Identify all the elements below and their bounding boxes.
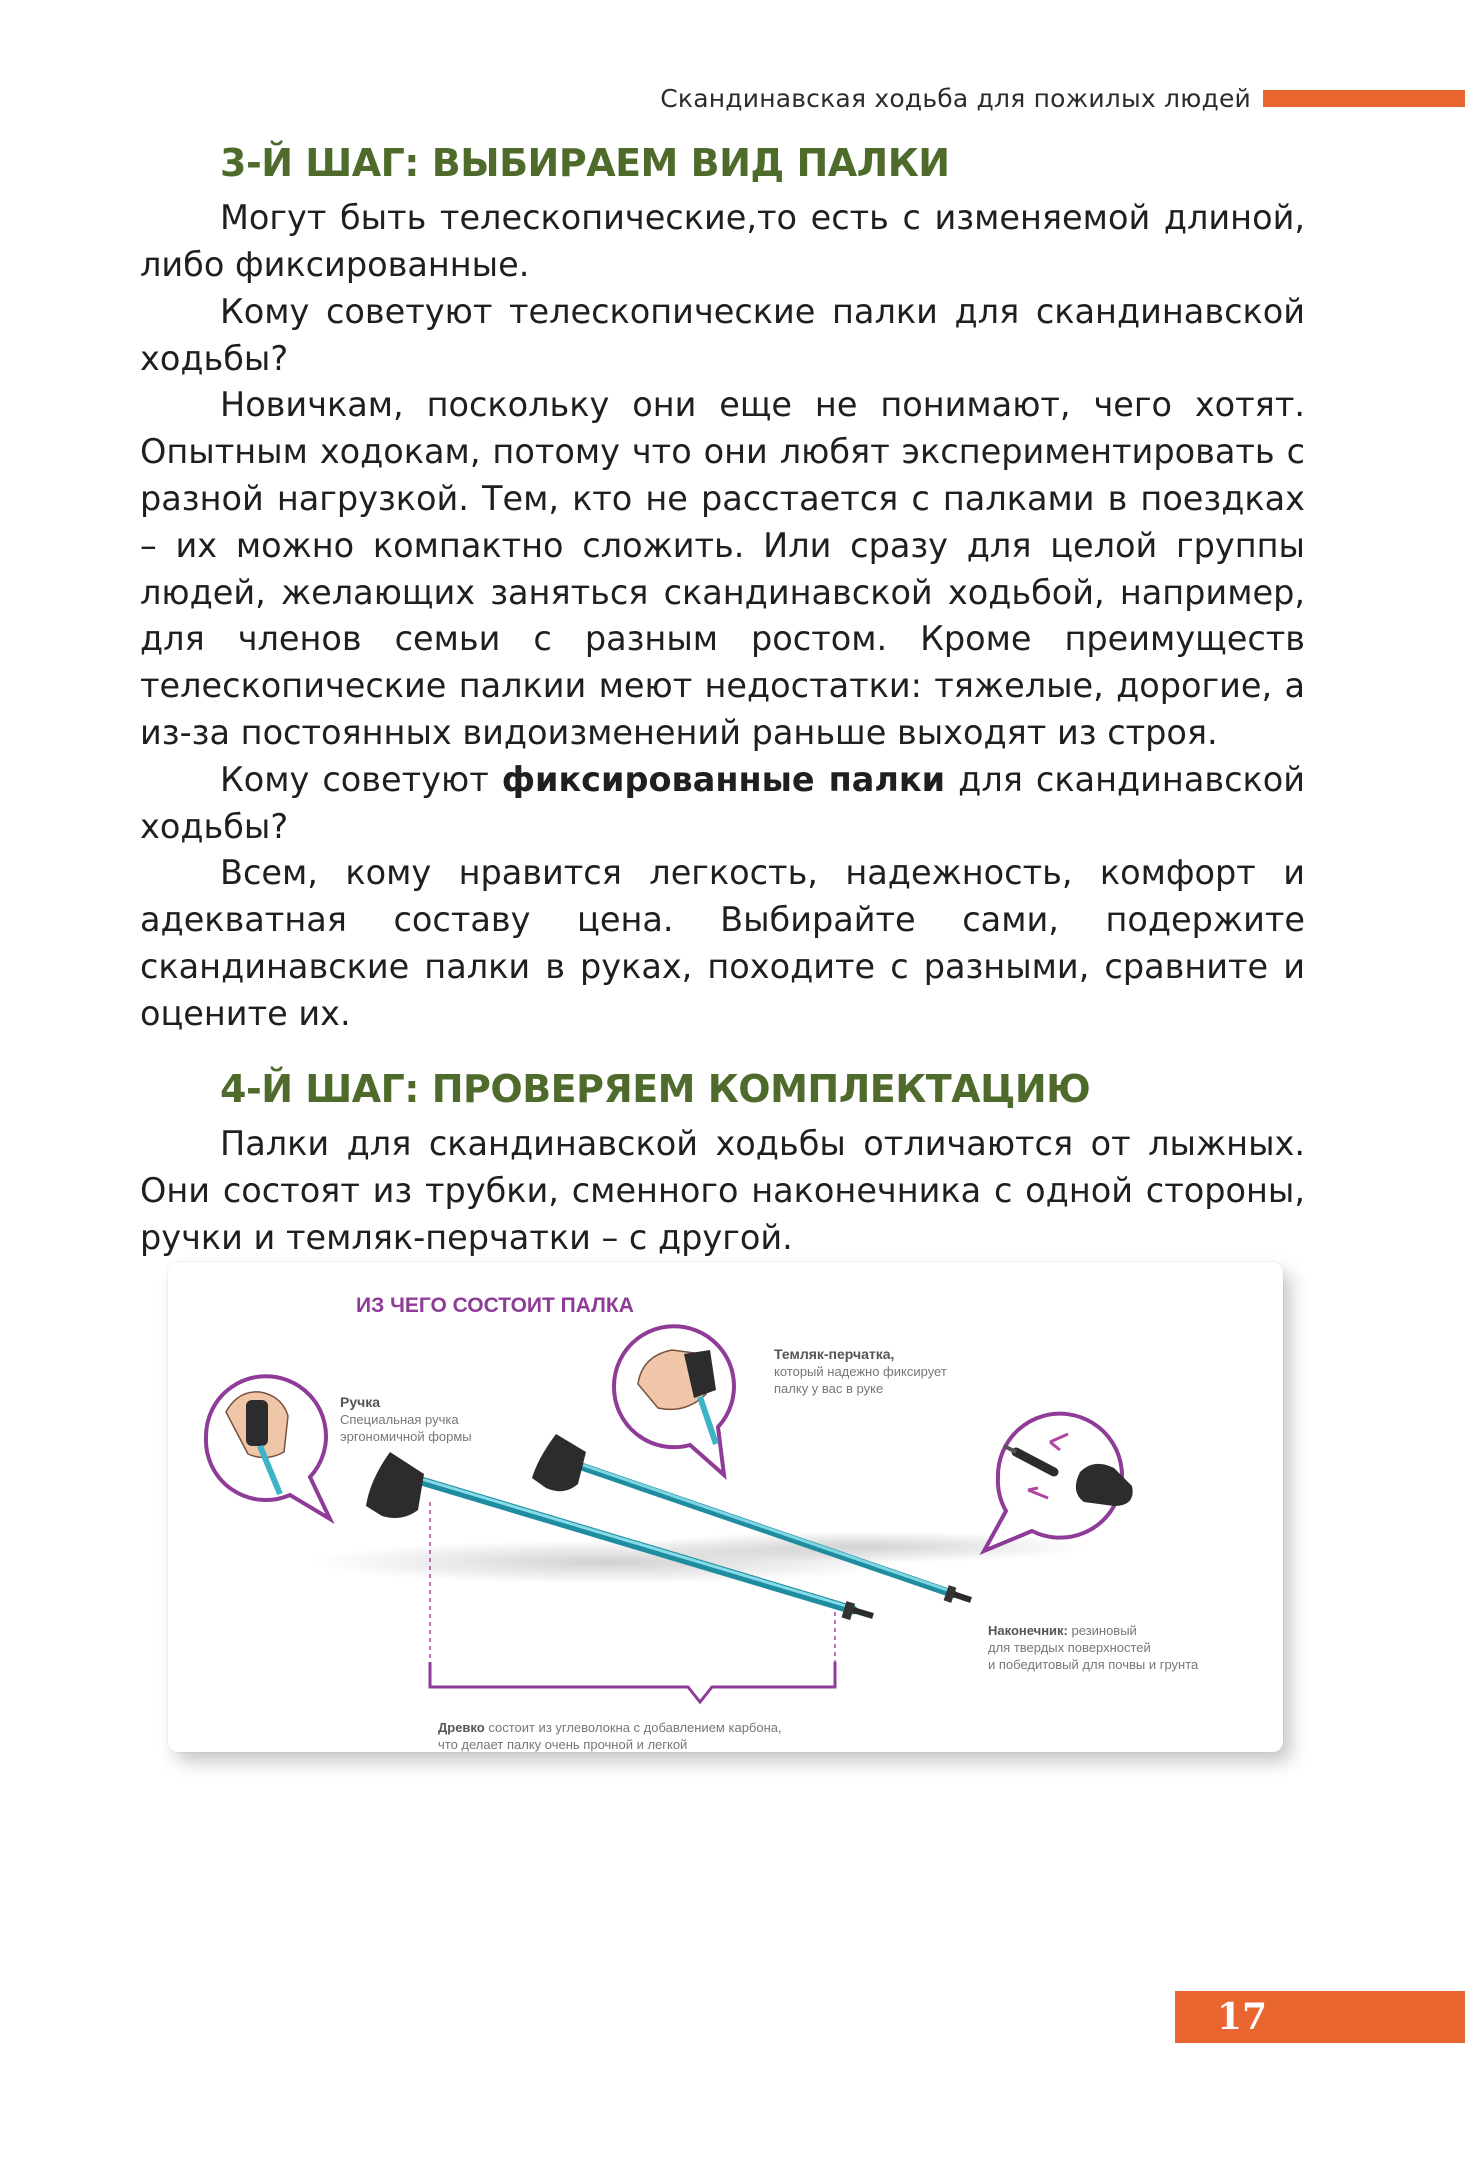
step3-title: 3-Й ШАГ: ВЫБИРАЕМ ВИД ПАЛКИ bbox=[220, 141, 950, 185]
handle-label-line1: Специальная ручка bbox=[340, 1412, 459, 1427]
header-accent-bar bbox=[1263, 90, 1465, 107]
page-number bbox=[1175, 1991, 1465, 2043]
tip-callout bbox=[984, 1414, 1133, 1551]
tip-label-title: Наконечник: bbox=[988, 1623, 1068, 1638]
step4-title: 4-Й ШАГ: ПРОВЕРЯЕМ КОМПЛЕКТАЦИЮ bbox=[220, 1066, 1091, 1111]
tip-label-line2: для твердых поверхностей bbox=[988, 1640, 1151, 1655]
running-header-title: Скандинавская ходьба для пожилых людей bbox=[660, 83, 1251, 113]
strap-callout bbox=[614, 1326, 734, 1475]
handle-label-title: Ручка bbox=[340, 1394, 381, 1410]
back-pole-handle bbox=[532, 1434, 586, 1491]
handle-label-line2: эргономичной формы bbox=[340, 1429, 472, 1444]
pole-parts-illustration bbox=[168, 1262, 1283, 1752]
step3-paragraph-5: Всем, кому нравится легкость, надежность, комфорт и адекватная составу цена. Выбирайте сами, подержите скандинавские палки в руках, походите с разными, сравните и оцените их. bbox=[140, 853, 1305, 1033]
page-number-text: 17 bbox=[1217, 1996, 1268, 2038]
p4-bold-text: фиксированные палки bbox=[501, 759, 946, 799]
step3-paragraph-4 bbox=[140, 757, 1305, 851]
shaft-bracket bbox=[430, 1662, 835, 1702]
handle-callout bbox=[206, 1376, 330, 1519]
strap-label-line2: палку у вас в руке bbox=[774, 1381, 884, 1396]
rubber-tip-icon bbox=[1076, 1464, 1133, 1506]
running-header bbox=[660, 78, 1465, 118]
p4-text-after: для скандинавской ходьбы? bbox=[140, 759, 1306, 846]
tip-label bbox=[988, 1623, 1137, 1638]
front-pole-tip bbox=[853, 1610, 873, 1616]
shaft-label-line1: состоит из углеволокна с добавлением карбона, bbox=[484, 1720, 782, 1735]
tip-label-line1: резиновый bbox=[1067, 1623, 1137, 1638]
back-pole-tip bbox=[953, 1594, 971, 1600]
shaft-label-line2: что делает палку очень прочной и легкой bbox=[438, 1737, 688, 1752]
shaft-label-title: Древко bbox=[438, 1720, 485, 1735]
p4-text-before: Кому советуют bbox=[220, 759, 502, 799]
step3-paragraph-2: Кому советуют телескопические палки для скандинавской ходьбы? bbox=[140, 291, 1305, 378]
figure-title: ИЗ ЧЕГО СОСТОИТ ПАЛКА bbox=[356, 1294, 634, 1317]
page-content bbox=[140, 138, 1305, 1261]
strap-label-line1: который надежно фиксирует bbox=[774, 1364, 947, 1379]
front-pole-handle bbox=[366, 1452, 424, 1518]
strap-label-title: Темляк-перчатка, bbox=[774, 1346, 895, 1362]
step3-paragraph-3: Новичкам, поскольку они еще не понимают, чего хотят. Опытным ходокам, потому что они любят экспериментировать с разной нагрузкой. Тем, кто не расстается с палками в поездках – их можно компактно сложить. Или сразу для целой группы людей, желающих заняться скандинавской ходьбой, например, для членов семьи с разным ростом. Кроме преимуществ телескопические палкии меют недостатки: тяжелые, дорогие, а из-за постоянных видоизменений раньше выходят из строя. bbox=[140, 385, 1305, 753]
step4-paragraph-1: Палки для скандинавской ходьбы отличаются от лыжных. Они состоят из трубки, сменного наконечника с одной стороны, ручки и темляк-перчатки – с другой. bbox=[140, 1123, 1305, 1257]
hand-grip-icon bbox=[246, 1400, 268, 1446]
pole-parts-figure bbox=[168, 1262, 1283, 1752]
tip-label-line3: и победитовый для почвы и грунта bbox=[988, 1657, 1199, 1672]
step3-paragraph-1: Могут быть телескопические,то есть с изменяемой длиной, либо фиксированные. bbox=[140, 198, 1305, 285]
shaft-label bbox=[438, 1720, 782, 1735]
